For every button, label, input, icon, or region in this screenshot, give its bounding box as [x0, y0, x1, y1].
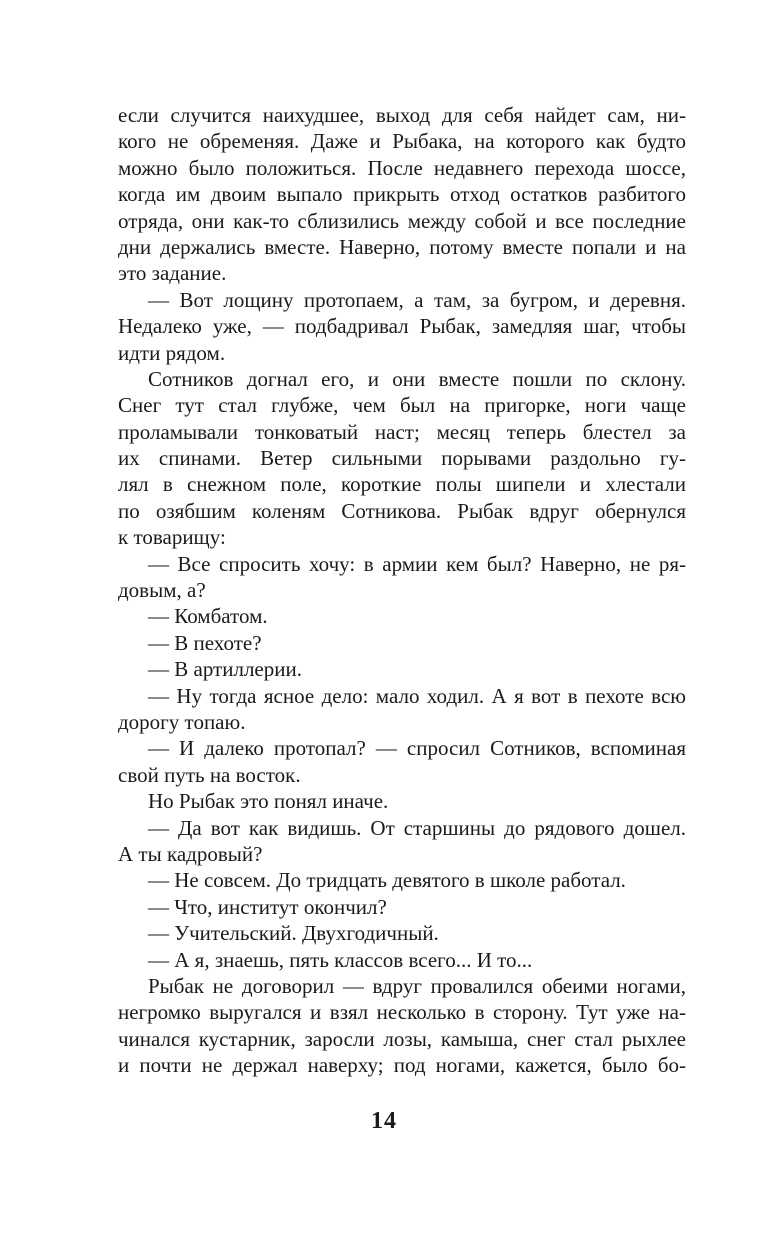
text-line: свой путь на восток. [118, 762, 301, 787]
text-line: отряда, они как-то сблизились между собой и все последние [118, 208, 686, 233]
text-line: — Ну тогда ясное дело: мало ходил. А я вот в пехоте всю [148, 683, 686, 708]
text-line: — Что, институт окончил? [148, 894, 387, 919]
book-page-text [118, 102, 686, 1078]
text-line: Сотников догнал его, и они вместе пошли по склону. [148, 366, 686, 391]
text-line: дни держались вместе. Наверно, потому вместе попали и на [118, 234, 686, 259]
text-line: это задание. [118, 261, 227, 286]
text-line: А ты кадровый? [118, 841, 263, 866]
text-line: — А я, знаешь, пять классов всего... И то... [148, 947, 533, 972]
text-line: Недалеко уже, — подбадривал Рыбак, замедляя шаг, чтобы [118, 314, 686, 339]
text-line: — В артиллерии. [148, 657, 302, 682]
text-line: проламывали тонковатый наст; месяц теперь блестел за [118, 419, 686, 444]
text-line: их спинами. Ветер сильными порывами раздольно гу- [118, 446, 686, 471]
text-line: — Вот лощину протопаем, а там, за бугром, и деревня. [148, 287, 686, 312]
text-line: дорогу топаю. [118, 709, 246, 734]
page-number: 14 [371, 1108, 397, 1134]
text-line: — В пехоте? [148, 630, 262, 655]
text-line: к товарищу: [118, 525, 226, 550]
text-line: когда им двоим выпало прикрыть отход остатков разбитого [118, 182, 686, 207]
text-line: Снег тут стал глубже, чем был на пригорке, ноги чаще [118, 393, 686, 418]
text-line: — И далеко протопал? — спросил Сотников, вспоминая [148, 736, 686, 761]
text-line: — Да вот как видишь. От старшины до рядового дошел. [148, 815, 686, 840]
text-line: — Все спросить хочу: в армии кем был? Наверно, не ря- [148, 551, 686, 576]
text-line: негромко выругался и взял несколько в сторону. Тут уже на- [118, 1000, 686, 1025]
text-line: лял в снежном поле, короткие полы шипели и хлестали [118, 472, 686, 497]
text-line: Рыбак не договорил — вдруг провалился обеими ногами, [148, 973, 686, 998]
text-line: и почти не держал наверху; под ногами, кажется, было бо- [118, 1053, 686, 1078]
text-line: — Комбатом. [148, 604, 268, 629]
text-line: по озябшим коленям Сотникова. Рыбак вдруг обернулся [118, 498, 686, 523]
text-line: — Учительский. Двухгодичный. [148, 921, 439, 946]
text-line: чинался кустарник, заросли лозы, камыша, снег стал рыхлее [118, 1026, 686, 1051]
text-line: кого не обременяя. Даже и Рыбака, на которого как будто [118, 129, 686, 154]
text-line: Но Рыбак это понял иначе. [148, 789, 389, 814]
text-line: идти рядом. [118, 340, 226, 365]
text-line: если случится наихудшее, выход для себя найдет сам, ни- [118, 103, 686, 127]
text-line: — Не совсем. До тридцать девятого в школе работал. [148, 868, 626, 893]
text-line: можно было положиться. После недавнего перехода шоссе, [118, 155, 686, 180]
text-line: довым, а? [118, 578, 206, 603]
